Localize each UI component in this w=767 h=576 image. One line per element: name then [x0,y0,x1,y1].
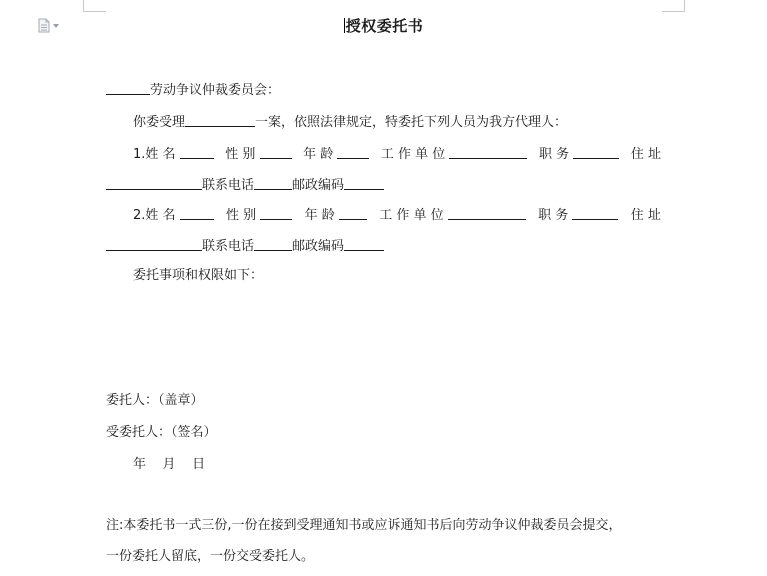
agent-signature-line: 受委托人：（签名） [106,425,217,440]
date-line: 年 月 日 [133,457,206,472]
crop-mark-left [83,0,106,12]
crop-mark-right [662,0,685,12]
note-line-2: 一份委托人留底，一份交受委托人。 [106,549,315,564]
agent2-contact-line: 联系电话 邮政编码 [106,236,384,256]
addressee-line: 劳动争议仲裁委员会： [106,80,280,100]
text-cursor [344,18,345,33]
principal-line: 委托人：（盖章） [106,393,204,408]
intro-line: 你委受理 一案，依照法律规定，特委托下列人员为我方代理人： [133,112,567,132]
matters-line: 委托事项和权限如下： [133,268,264,283]
agent1-contact-line: 联系电话 邮政编码 [106,175,384,195]
note-line-1: 注:本委托书一式三份,一份在接到受理通知书或应诉通知书后向劳动争议仲裁委员会提交， [106,518,622,533]
page-title[interactable] [0,15,767,36]
title-text: 授权委托书 [345,17,424,35]
agent2-line: 2.姓 名 性 别 年 龄 工 作 单 位 职 务 住 址 [133,205,661,225]
agent1-line: 1.姓 名 性 别 年 龄 工 作 单 位 职 务 住 址 [133,144,661,164]
